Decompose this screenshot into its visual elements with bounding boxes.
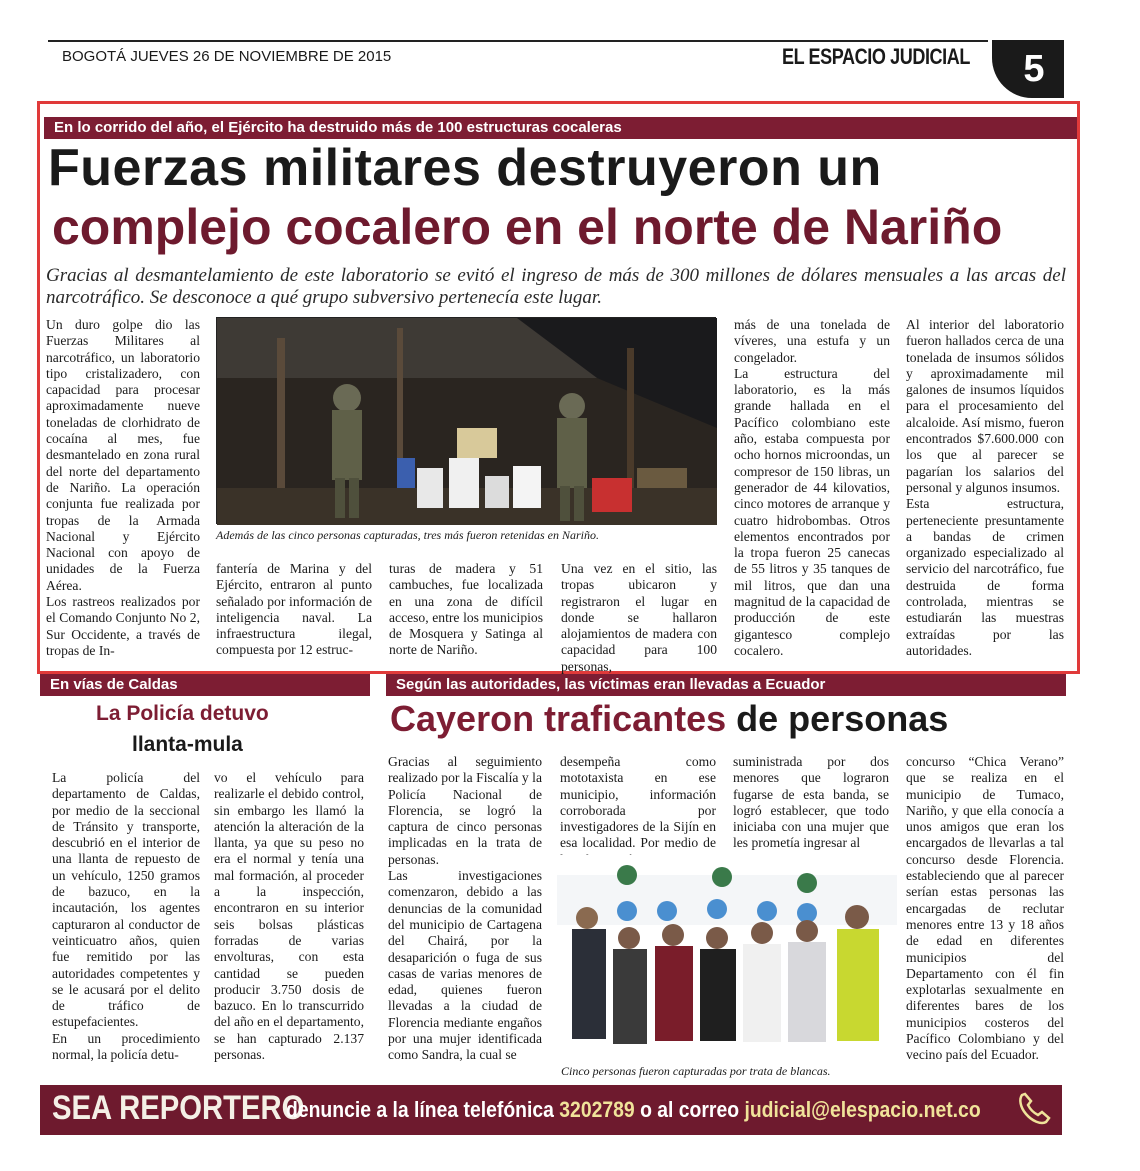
banner-email: judicial@elespacio.net.co bbox=[744, 1097, 981, 1122]
lab-photo-illustration bbox=[217, 318, 717, 525]
story3-headline-red: Cayeron traficantes bbox=[390, 698, 727, 739]
story3-kicker: Según las autoridades, las víctimas eran llevadas a Ecuador bbox=[386, 674, 1066, 696]
reporter-banner bbox=[40, 1085, 1062, 1135]
story1-deck: Gracias al desmantelamiento de este laboratorio se evitó el ingreso de más de 300 millones de dólares mensuales a las arcas del narcotráfico. Se desconoce a qué grupo subversivo pertenecía este lugar. bbox=[46, 265, 1066, 308]
story2-kicker: En vías de Caldas bbox=[40, 674, 370, 696]
banner-text-prefix: denuncie a la línea telefónica bbox=[286, 1097, 554, 1122]
story2-column-2: vo el vehículo para realizarle el debido control, sin embargo les llamó la atención la alteración de la llanta, ya que su peso no era el normal y tenía una mal formación, al proceder a la inspección, encontraron en su interior seis bolsas plásticas forradas de varias envolturas, con esta cantidad se pueden producir 3.750 dosis de bazuco. En lo transcurrido del año en el departamento, se han capturado 2.137 personas. bbox=[214, 770, 364, 1063]
page-number-badge bbox=[992, 40, 1064, 98]
story3-column-4: concurso “Chica Verano” que se realiza en el municipio de Tumaco, Nariño, y que ella conocía a unos amigos que eran los encargados de llevarlas a tal concurso desde Florencia. estableciendo que al parecer serían estas personas las encargadas de reclutar menores entre 13 y 18 años de edad en diferentes municipios del Departamento con él fin explotarlas sexualmente en diferentes bares de los municipios costeros del Pacífico Colombiano y del vecino país del Ecuador. bbox=[906, 754, 1064, 1063]
story1-column-4: Una vez en el sitio, las tropas ubicaron y registraron el lugar en donde se hallaron alojamientos de madera con capacidad para 100 personas, bbox=[561, 561, 717, 674]
issue-date: BOGOTÁ JUEVES 26 DE NOVIEMBRE DE 2015 bbox=[62, 48, 392, 65]
story3-column-2: desempeña como mototaxista en ese municipio, información corroborada por investigadores de la Sijín en esa localidad. Por medio de bbox=[560, 754, 716, 851]
section-title: EL ESPACIO JUDICIAL bbox=[782, 44, 971, 69]
story2-headline-line1: La Policía detuvo bbox=[96, 702, 269, 725]
page-number: 5 bbox=[1023, 48, 1045, 90]
story1-column-3: turas de madera y 51 cambuches, fue localizada en una zona de difícil acceso, entre los municipios de Mosquera y Satinga al norte de Nariño. bbox=[389, 561, 543, 658]
story1-kicker: En lo corrido del año, el Ejército ha destruido más de 100 estructuras cocaleras bbox=[44, 117, 1077, 139]
story3-photo bbox=[557, 855, 897, 1060]
story1-column-6: Al interior del laboratorio fueron hallados cerca de una tonelada de insumos sólidos y aproximadamente mil galones de insumos líquidos para el procesamiento del alcaloide. Así mismo, fueron encontrados $7.600.000 con los que al parecer se pagarían los salarios del personal y algunos insumos. Esta estructura, perteneciente presuntamente a bandas de crimen organizado especializado al servicio del narcotráfico, fue destruida de forma controlada, mientras se estudiarán las muestras extraídas por las autoridades. bbox=[906, 317, 1064, 658]
story3-headline-black: de personas bbox=[736, 698, 949, 739]
story1-column-2: fantería de Marina y del Ejército, entraron al punto señalado por información de inteligencia naval. La infraestructura ilegal, compuesta por 12 estruc- bbox=[216, 561, 372, 658]
story3-headline bbox=[390, 698, 948, 740]
banner-text-middle: o al correo bbox=[640, 1097, 740, 1122]
banner-title: SEA REPORTERO bbox=[52, 1089, 305, 1127]
story3-column-1: Gracias al seguimiento realizado por la Fiscalía y la Policía Nacional de Florencia, se logró la captura de cinco personas implicadas en la trata de personas. Las investigaciones comenzaron, debido a las denuncias de la comunidad del municipio de Cartagena del Chairá, por la desaparición o fuga de sus casas de varias menores de edad, quienes fueron llevadas a la ciudad de Florencia mediante engaños por una mujer identificada como Sandra, la cual se bbox=[388, 754, 542, 1063]
banner-text bbox=[286, 1097, 981, 1123]
story1-photo bbox=[216, 317, 716, 524]
story2-column-1: La policía del departamento de Caldas, por medio de la seccional de Tránsito y transporte, descubrió en el interior de una llanta de repuesto de un vehículo, 1250 gramos de bazuco, en la incautación, los agentes capturaron al conductor de veinticuatro años, quien fue remitido por las autoridades competentes y se le acusará por el delito de tráfico de estupefacientes. En un procedimiento normal, la policía detu- bbox=[52, 770, 200, 1063]
header-rule bbox=[48, 40, 988, 42]
story1-column-5: más de una tonelada de víveres, una estufa y un congelador. La estructura del laboratorio, es la más grande hallada en el Pacífico colombiano este año, estaba compuesta por ocho hornos microondas, un compresor de 150 libras, un generador de 44 kilovatios, cinco motores de arranque y cuatro hidrobombas. Otros elementos encontrados por la tropa fueron 25 canecas de 55 litros y 35 tanques de mil litros, que dan una magnitud de la capacidad de producción de este gigantesco complejo cocalero. bbox=[734, 317, 890, 658]
story3-column-3: suministrada por dos menores que lograron fugarse de esta banda, se logró establecer, que todo iniciaba con una mujer que les prometía ingresar al bbox=[733, 754, 889, 851]
story1-headline-line1: Fuerzas militares destruyeron un bbox=[48, 139, 882, 197]
story1-headline-line2: complejo cocalero en el norte de Nariño bbox=[52, 199, 1003, 255]
story1-photo-caption: Además de las cinco personas capturadas, tres más fueron retenidas en Nariño. bbox=[216, 528, 599, 542]
story1-column-1: Un duro golpe dio las Fuerzas Militares al narcotráfico, un laboratorio tipo cristalizadero, con capacidad para procesar aproximadamente nueve toneladas de clorhidrato de cocaína al mes, fue desmantelado en zona rural del norte del departamento de Nariño. La operación conjunta fue realizada por tropas de la Armada Nacional y Ejército Nacional con apoyo de unidades de la Fuerza Aérea. Los rastreos realizados por el Comando Conjunto No 2, Sur Occidente, a través de tropas de In- bbox=[46, 317, 200, 658]
story2-headline-line2: llanta-mula bbox=[132, 733, 243, 756]
story3-photo-caption: Cinco personas fueron capturadas por trata de blancas. bbox=[561, 1064, 831, 1078]
banner-phone: 3202789 bbox=[559, 1097, 635, 1122]
phone-icon bbox=[1014, 1089, 1054, 1129]
detainees-photo-illustration bbox=[557, 855, 897, 1060]
